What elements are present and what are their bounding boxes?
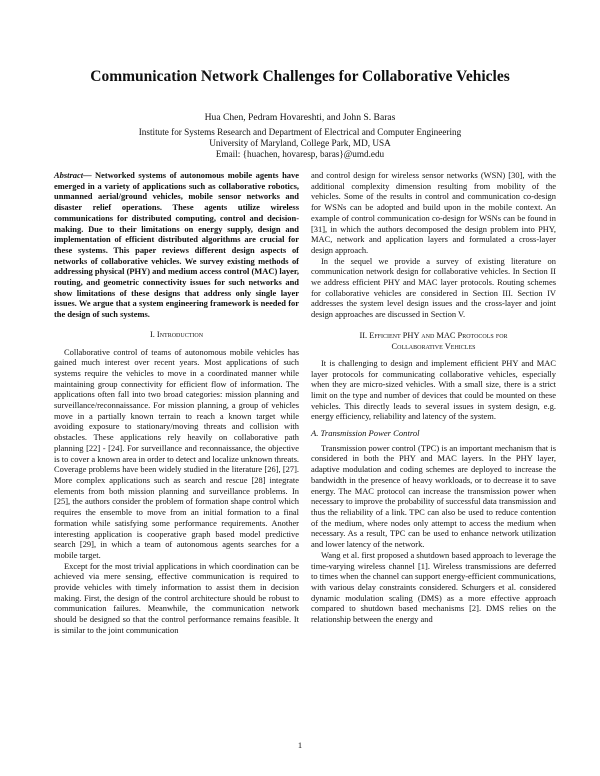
page-number: 1 bbox=[297, 740, 303, 750]
paper-title: Communication Network Challenges for Collaborative Vehicles bbox=[90, 68, 510, 85]
section2-paragraph-1: It is challenging to design and implement efficient PHY and MAC layer protocols for communicating collaborative vehicles, especially when they are micro-sized vehicles. With a small size, there is a strict limit on the type and number of devices that could be mounted on these vehicles. This directly leads to several issues in system design, e.g. energy efficiency, reliability and latency of the system. bbox=[311, 357, 556, 422]
author-list: Hua Chen, Pedram Hovareshti, and John S. Baras bbox=[204, 112, 396, 123]
intro-paragraph-2: Except for the most trivial applications in which coordination can be achieved via mere sensing, effective communication is required to provide vehicles with timely information to assist them in decision making. First, the design of the control architecture should be robust to communication failures. Meanwhile, the communication network should be designed so that the control performance remains feasible. It is similar to the joint communication bbox=[54, 560, 299, 635]
section2-paragraph-3: Wang et al. first proposed a shutdown based approach to leverage the time-varying wireless channel [1]. Wireless transmissions are deferred to times when the channel can support energy-efficient communications, with various delay constraints considered. Schurgers et al. considered dynamic modulation scaling (DMS) as a more effective approach compared to shutdown based mechanisms [2]. DMS relies on the relationship between the energy and bbox=[311, 549, 557, 625]
section-heading-line-1: II. Efficient PHY and MAC Protocols for bbox=[359, 330, 508, 340]
intro-paragraph-4: In the sequel we provide a survey of existing literature on communication network design for collaborative vehicles. In Section II we address efficient PHY and MAC layer protocols. Routing schemes for collaborative vehicles are considered in Section III. Section IV addresses the system level design issues and the cross-layer and joint design approaches are discussed in Section V. bbox=[311, 255, 556, 320]
affiliation-line-2: University of Maryland, College Park, MD, USA bbox=[209, 138, 391, 148]
section2-paragraph-2: Transmission power control (TPC) is an important mechanism that is considered in both the PHY and MAC layers. In the PHY layer, adaptive modulation and coding schemes are deployed to increase the bandwidth in the presence of heavy workloads, or to decrease it to save energy. The MAC protocol can increase the transmission power when necessary to improve the probability of successful data transmission and thus the reliability of a link. TPC can also be used to reduce contention of the medium, where nodes only attempt to access the medium when necessary. As a result, TPC can be used to enhance network utilization and lower latency of the network. bbox=[311, 442, 556, 550]
section-heading-line-2: Collaborative Vehicles bbox=[391, 341, 476, 351]
abstract bbox=[54, 170, 299, 320]
affiliation bbox=[0, 127, 600, 160]
abstract-text: — Networked systems of autonomous mobile agents have emerged in a variety of applications such as collaborative robotics, unmanned aerial/ground vehicles, mobile sensor networks and disaster relief operations. These agents utilize wireless communications for distributed computing, control and decision-making. Due to their limitations on energy supply, design and implementation of efficient distributed algorithms are crucial for these systems. This paper reviews different design aspects of networks of collaborative vehicles. We survey existing methods of addressing physical (PHY) and medium access control (MAC) layer, routing, and geometric connectivity issues for such networks and show limitations of these designs that address only single layer issues. We argue that a system engineering framework is needed for the design of such systems. bbox=[54, 170, 299, 320]
subsection-heading-tpc: A. Transmission Power Control bbox=[311, 428, 420, 439]
section-heading-introduction: I. Introduction bbox=[149, 329, 204, 339]
left-column bbox=[54, 170, 299, 636]
author-email: Email: {huachen, hovaresp, baras}@umd.edu bbox=[215, 149, 385, 159]
intro-paragraph-3: and control design for wireless sensor networks (WSN) [30], with the additional complexity dimension resulting from mobility of the vehicles. Some of the results in control and communication co-design for WSNs can be adopted and build upon in the mobile context. An example of control communication co-design for WSNs can be found in [31], in which the authors decomposed the design problem into PHY, MAC, network and application layers and formulated a cross-layer design approach. bbox=[311, 170, 556, 255]
intro-paragraph-1: Collaborative control of teams of autonomous mobile vehicles has gained much interest over recent years. Most applications of such systems require the vehicles to move in a coordinated manner while maintaining group connectivity for efficient flow of information. The applications often fall into two broad categories: mission planning and surveillance/reconnaissance. For mission planning, a group of vehicles move in a partially known terrain to reach a known target while avoiding exposure to stationary/moving threats and collision with obstacles. These applications rely heavily on collaborative path planning [22] - [24]. For surveillance and reconnaissance, the objective is to cover a known area in order to detect and localize unknown threats. Coverage problems have been widely studied in the literature [26], [27]. More complex applications such as search and rescue [28] integrate elements from both mission planning and surveillance problems. In [25], the authors consider the problem of formation shape control which requires the ensemble to move from an initial formation to a final formation while satisfying some performance requirements. Another interesting application is cooperative graph based model predictive search [29], in which a team of autonomous agents searches for a mobile target. bbox=[54, 346, 299, 560]
abstract-label: Abstract bbox=[54, 170, 84, 180]
section-heading-phy-mac bbox=[311, 330, 556, 352]
affiliation-line-1: Institute for Systems Research and Department of Electrical and Computer Engineering bbox=[138, 127, 462, 137]
right-column bbox=[311, 170, 556, 625]
